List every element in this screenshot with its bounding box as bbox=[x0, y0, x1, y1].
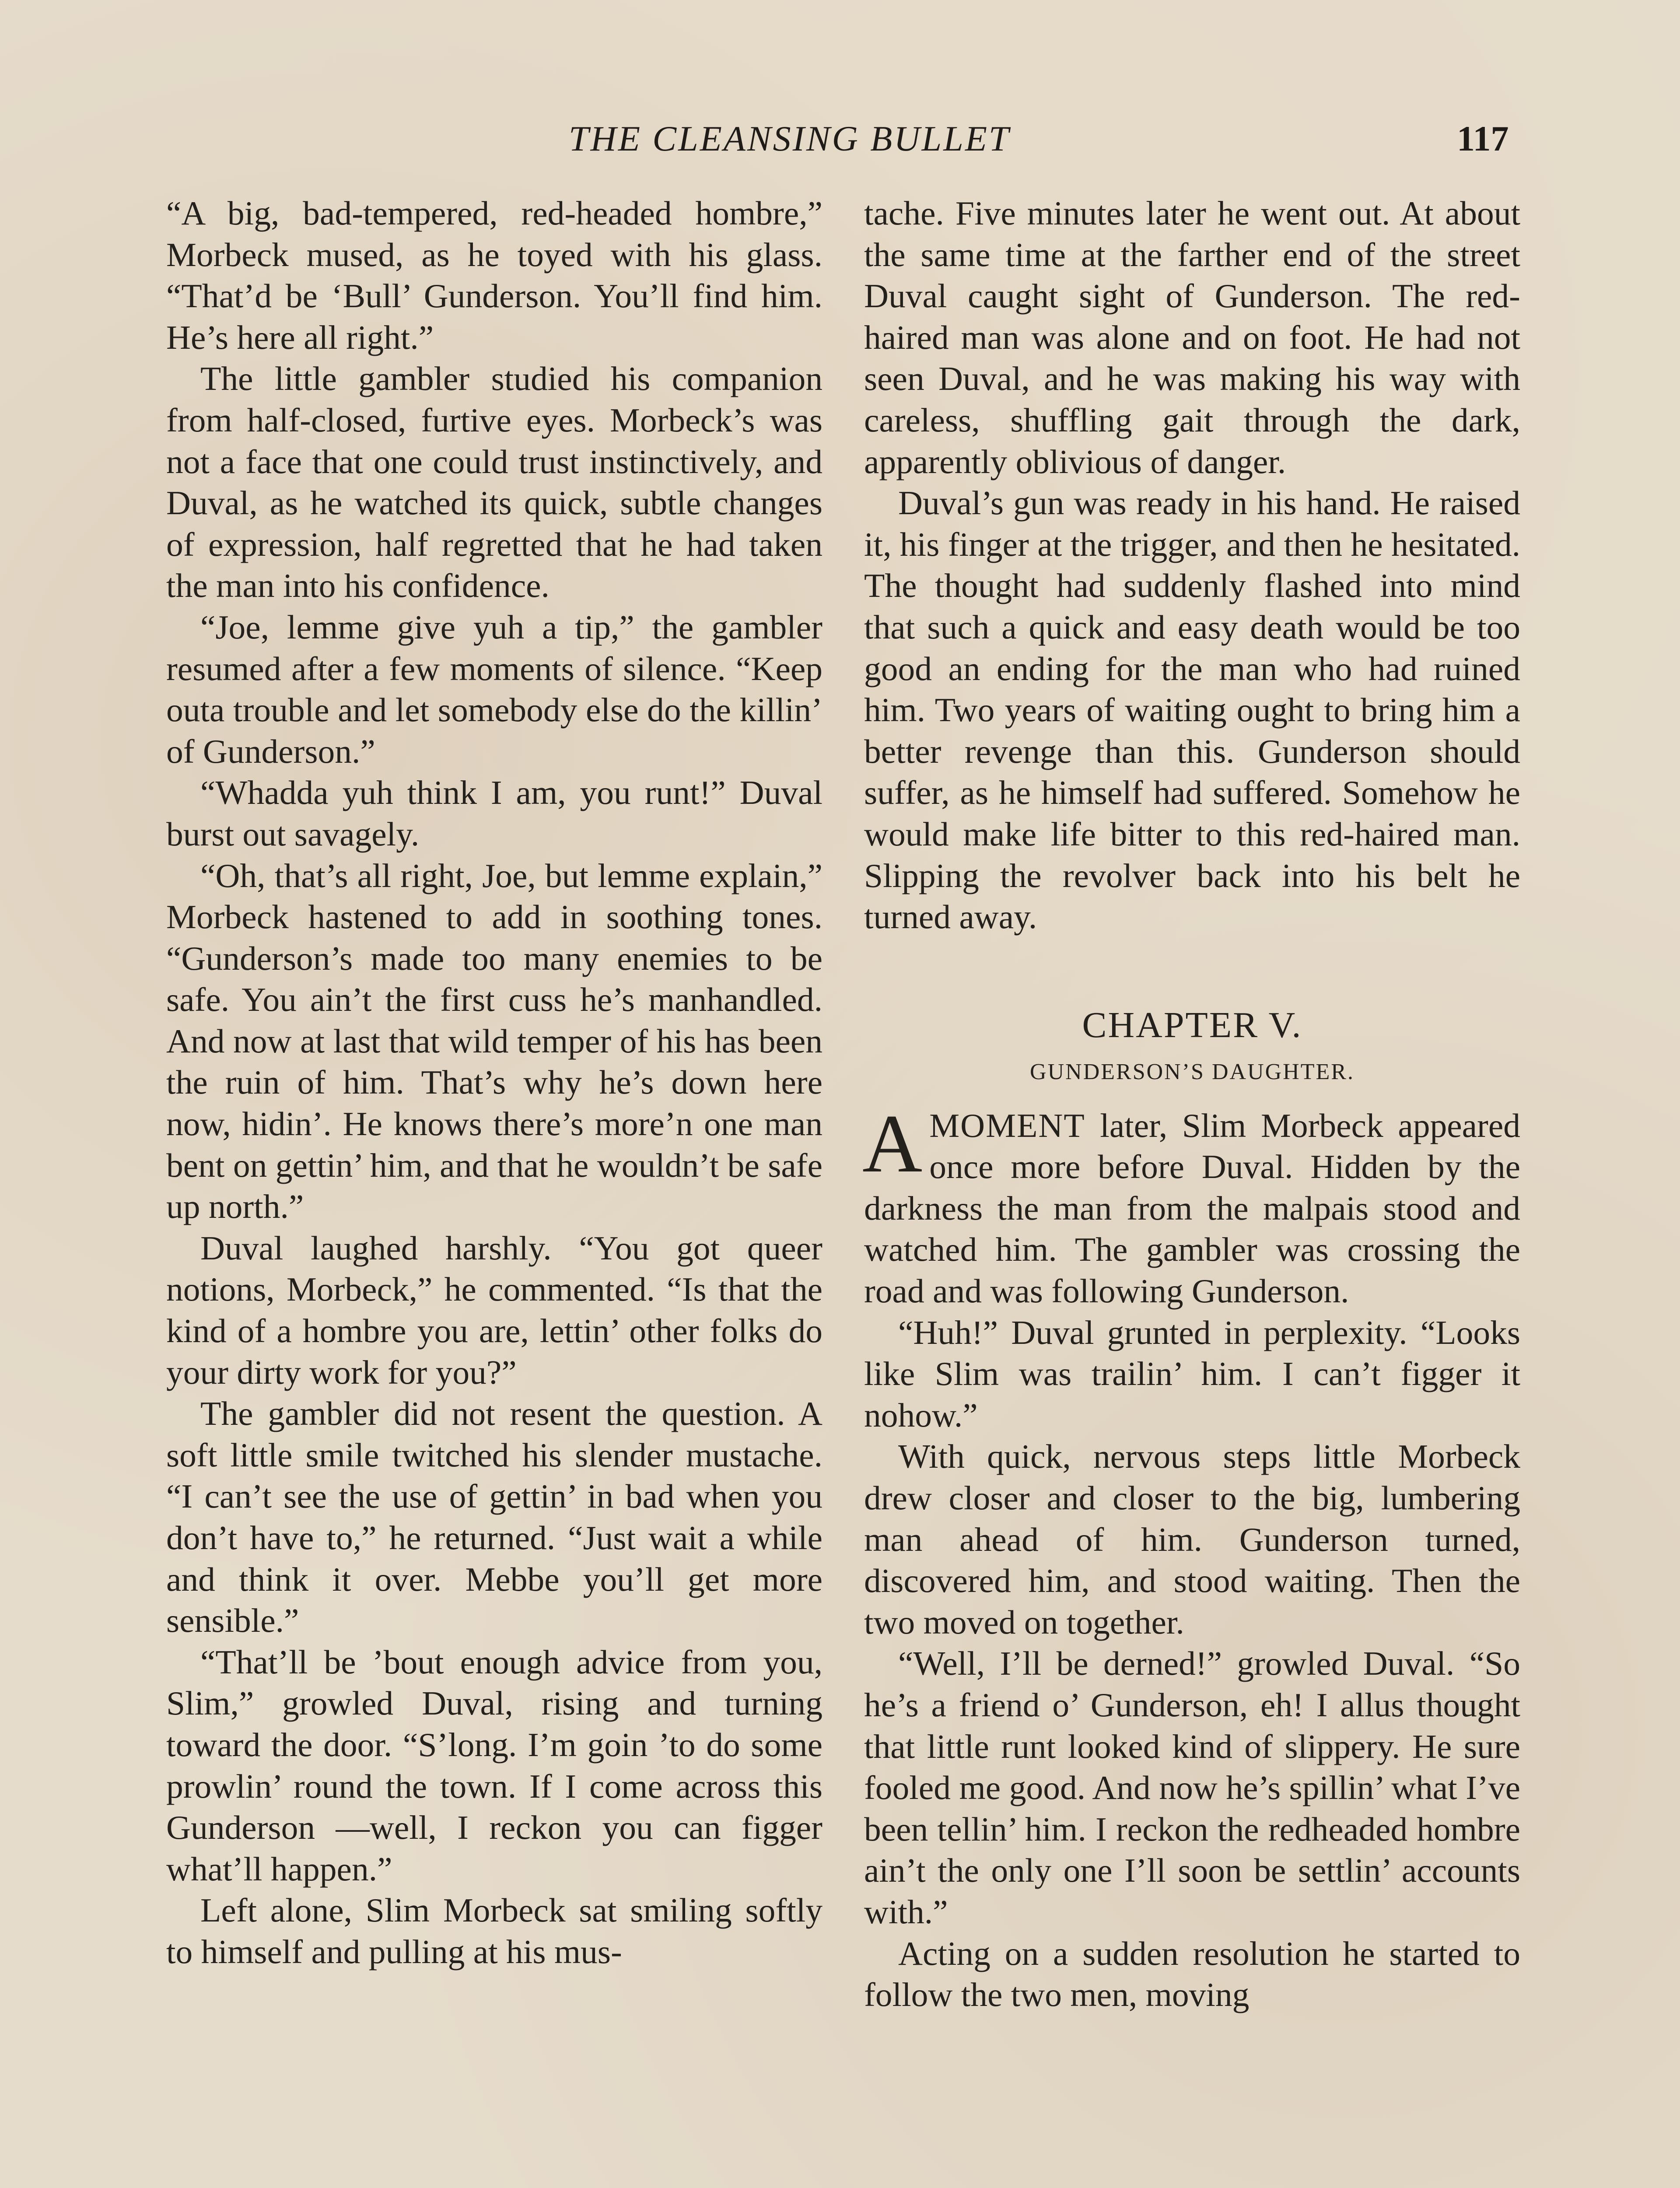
paragraph: “Huh!” Duval grunted in perplexity. “Looks like Slim was trailin’ him. I can’t figger it nohow.” bbox=[864, 1313, 1520, 1434]
paragraph: tache. Five minutes later he went out. At about the same time at the farther end of the street Duval caught sight of Gunderson. The red-haired man was alone and on foot. He had not seen Duval, and he was making his way with careless, shuffling gait through the dark, apparently oblivious of danger. bbox=[864, 194, 1520, 480]
paragraph: Duval’s gun was ready in his hand. He raised it, his finger at the trigger, and then he hesitated. The thought had suddenly flashed into mind that such a quick and easy death would be too good an ending for the man who had ruined him. Two years of waiting ought to bring him a better revenge than this. Gunderson should suffer, as he himself had suffered. Somehow he would make life bitter to this red-haired man. Slipping the revolver back into his belt he turned away. bbox=[864, 484, 1520, 936]
right-column bbox=[864, 193, 1520, 2016]
left-column bbox=[166, 193, 822, 1973]
paragraph: “Well, I’ll be derned!” growled Duval. “So he’s a friend o’ Gunderson, eh! I allus thought that little runt looked kind of slippery. He sure fooled me good. And now he’s spillin’ what I’ve been tellin’ him. I reckon the redheaded hombre ain’t the only one I’ll soon be settlin’ accounts with.” bbox=[864, 1645, 1520, 1931]
paragraph: Left alone, Slim Morbeck sat smiling softly to himself and pulling at his mus- bbox=[166, 1891, 822, 1971]
paragraph: “Whadda yuh think I am, you runt!” Duval burst out savagely. bbox=[166, 774, 822, 853]
paragraph: With quick, nervous steps little Morbeck drew closer and closer to the big, lumbering man ahead of him. Gunderson turned, discovered him, and stood waiting. Then the two moved on together. bbox=[864, 1438, 1520, 1641]
paragraph: The gambler did not resent the question. A soft little smile twitched his slender mustache. “I can’t see the use of gettin’ in bad when you don’t have to,” he returned. “Just wait a while and think it over. Mebbe you’ll get more sensible.” bbox=[166, 1395, 822, 1640]
page-number: 117 bbox=[1457, 119, 1509, 158]
paragraph: “That’ll be ’bout enough advice from you, Slim,” growled Duval, rising and turning toward the door. “S’long. I’m goin ’to do some prowlin’ round the town. If I come across this Gunderson —well, I reckon you can figger what’ll happen.” bbox=[166, 1643, 822, 1888]
paragraph: Acting on a sudden resolution he started to follow the two men, moving bbox=[864, 1934, 1520, 2014]
paragraph: “A big, bad-tempered, red-headed hombre,” Morbeck mused, as he toyed with his glass. “That’d be ‘Bull’ Gunderson. You’ll find him. He’s here all right.” bbox=[166, 194, 822, 356]
chapter-opening-paragraph bbox=[862, 1098, 1520, 1312]
paragraph: “Oh, that’s all right, Joe, but lemme explain,” Morbeck hastened to add in soothing tones. “Gunderson’s made too many enemies to be safe. You ain’t the first cuss he’s manhandled. And now at last that wild temper of his has been the ruin of him. That’s why he’s down here now, hidin’. He knows there’s more’n one man bent on gettin’ him, and that he wouldn’t be safe up north.” bbox=[166, 856, 822, 1226]
lead-word: MOMENT bbox=[929, 1106, 1085, 1144]
chapter-heading: CHAPTER V. bbox=[1082, 1004, 1302, 1045]
chapter-subtitle: GUNDERSON’S DAUGHTER. bbox=[1030, 1059, 1354, 1084]
paragraph: “Joe, lemme give yuh a tip,” the gambler resumed after a few moments of silence. “Keep outa trouble and let somebody else do the killin’ of Gunderson.” bbox=[166, 608, 822, 770]
paragraph: Duval laughed harshly. “You got queer notions, Morbeck,” he commented. “Is that the kind of a hombre you are, lettin’ other folks do your dirty work for you?” bbox=[166, 1229, 822, 1391]
paragraph: The little gambler studied his companion from half-closed, furtive eyes. Morbeck’s was not a face that one could trust instinctively, and Duval, as he watched its quick, subtle changes of expression, half regretted that he had taken the man into his confidence. bbox=[166, 360, 822, 605]
drop-cap: A bbox=[862, 1098, 923, 1190]
running-title: THE CLEANSING BULLET bbox=[569, 119, 1011, 158]
paragraph-text: later, Slim Morbeck appeared once more before Duval. Hidden by the darkness the man from the malpais stood and watched him. The gambler was crossing the road and was following Gunderson. bbox=[864, 1106, 1520, 1310]
